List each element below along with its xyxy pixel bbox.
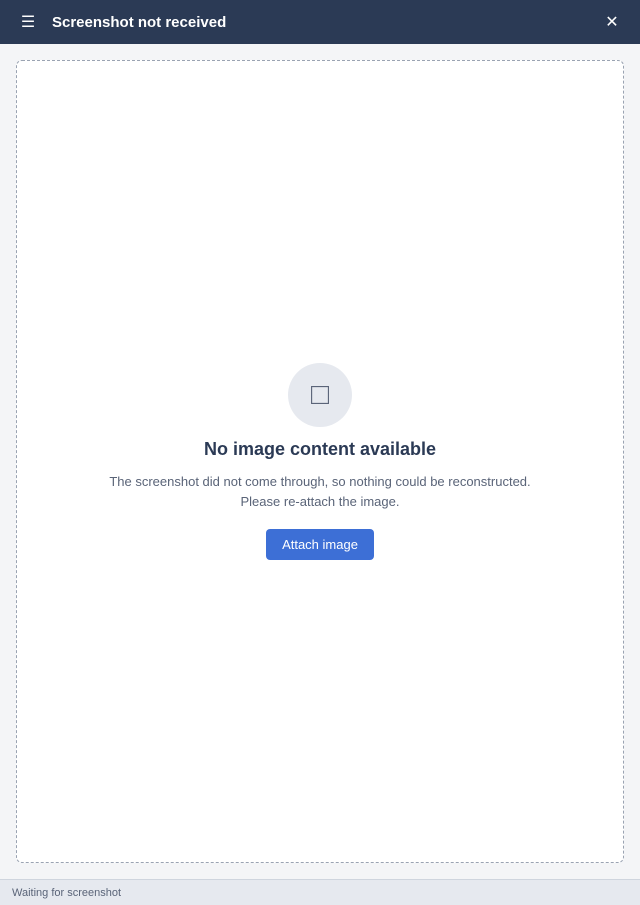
placeholder-card <box>16 60 624 863</box>
window-title: Screenshot not received <box>52 13 227 31</box>
status-bar <box>0 879 640 905</box>
top-bar <box>0 0 640 44</box>
placeholder-message: The screenshot did not come through, so nothing could be reconstructed. Please re-attach the image. <box>109 474 531 509</box>
menu-icon[interactable]: ☰ <box>14 8 42 36</box>
placeholder-heading: No image content available <box>203 439 437 459</box>
image-missing-icon: □ <box>288 363 352 427</box>
main-content <box>0 44 640 879</box>
attach-image-button[interactable]: Attach image <box>266 529 374 560</box>
status-text: Waiting for screenshot <box>12 886 122 899</box>
close-icon[interactable]: ✕ <box>598 8 626 36</box>
